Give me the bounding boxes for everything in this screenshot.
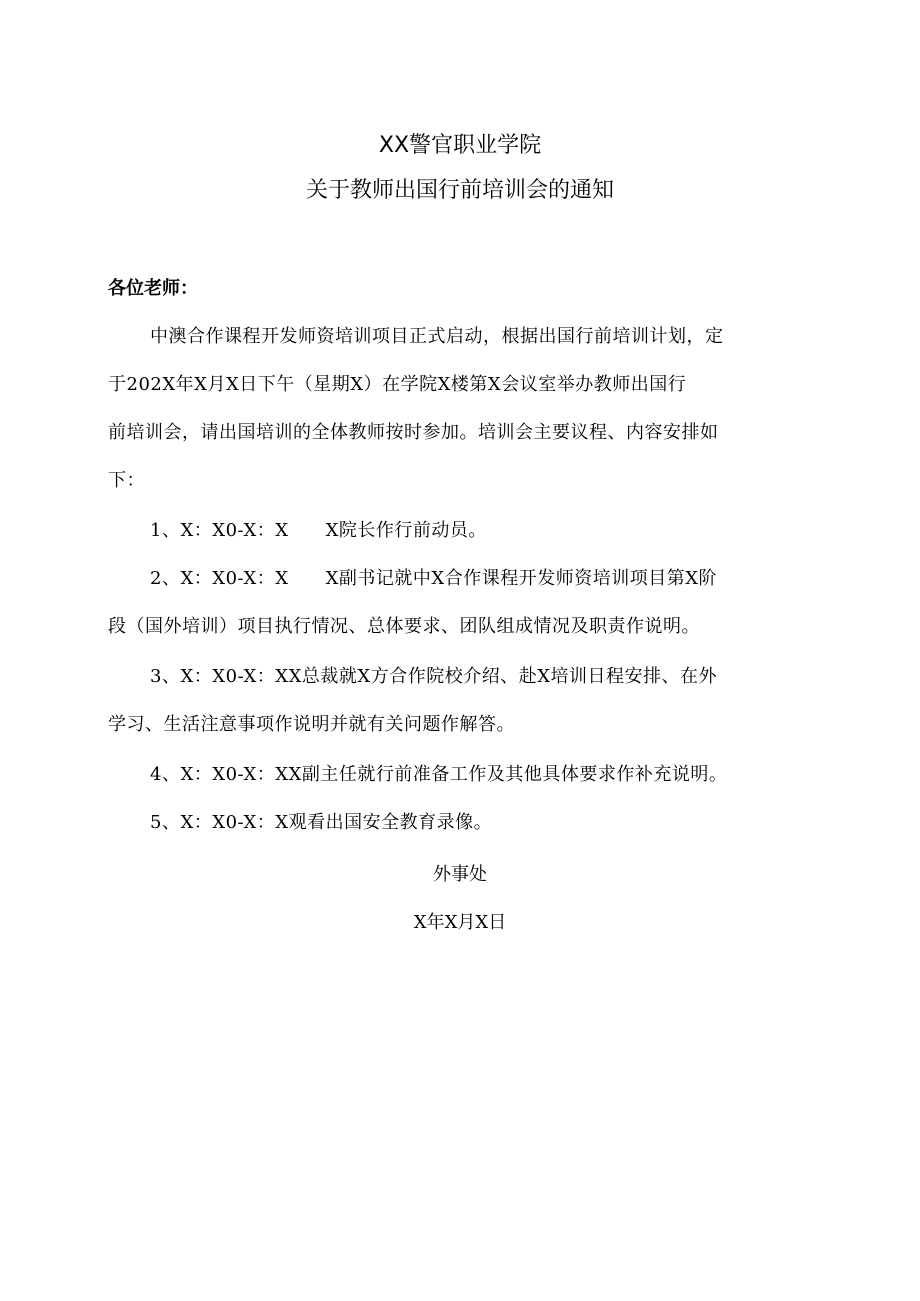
intro-line: 于202X年X月X日下午（星期X）在学院X楼第X会议室举办教师出国行	[108, 374, 687, 395]
intro-line: 下：	[108, 470, 145, 491]
intro-line: 中澳合作课程开发师资培训项目正式启动，根据出国行前培训计划，定	[150, 326, 724, 347]
agenda-line: 5、X：X0-X：X观看出国安全教育录像。	[150, 812, 493, 833]
institution-title: XX警官职业学院	[378, 133, 542, 158]
intro-line: 前培训会，请出国培训的全体教师按时参加。培训会主要议程、内容安排如	[108, 422, 719, 443]
signature-department: 外事处	[433, 864, 487, 885]
agenda-line: 段（国外培训）项目执行情况、总体要求、团队组成情况及职责作说明。	[108, 616, 700, 637]
agenda-line: 4、X：X0-X：XX副主任就行前准备工作及其他具体要求作补充说明。	[150, 764, 728, 785]
agenda-line: 3、X：X0-X：XX总裁就X方合作院校介绍、赴X培训日程安排、在外	[150, 666, 718, 687]
agenda-line: 2、X：X0-X：X X副书记就中X合作课程开发师资培训项目第X阶	[150, 568, 718, 589]
agenda-line: 学习、生活注意事项作说明并就有关问题作解答。	[108, 714, 515, 735]
agenda-line: 1、X：X0-X：X X院长作行前动员。	[150, 520, 487, 541]
notice-title: 关于教师出国行前培训会的通知	[305, 178, 614, 203]
signature-date: X年X月X日	[413, 912, 507, 933]
salutation: 各位老师：	[108, 278, 198, 299]
